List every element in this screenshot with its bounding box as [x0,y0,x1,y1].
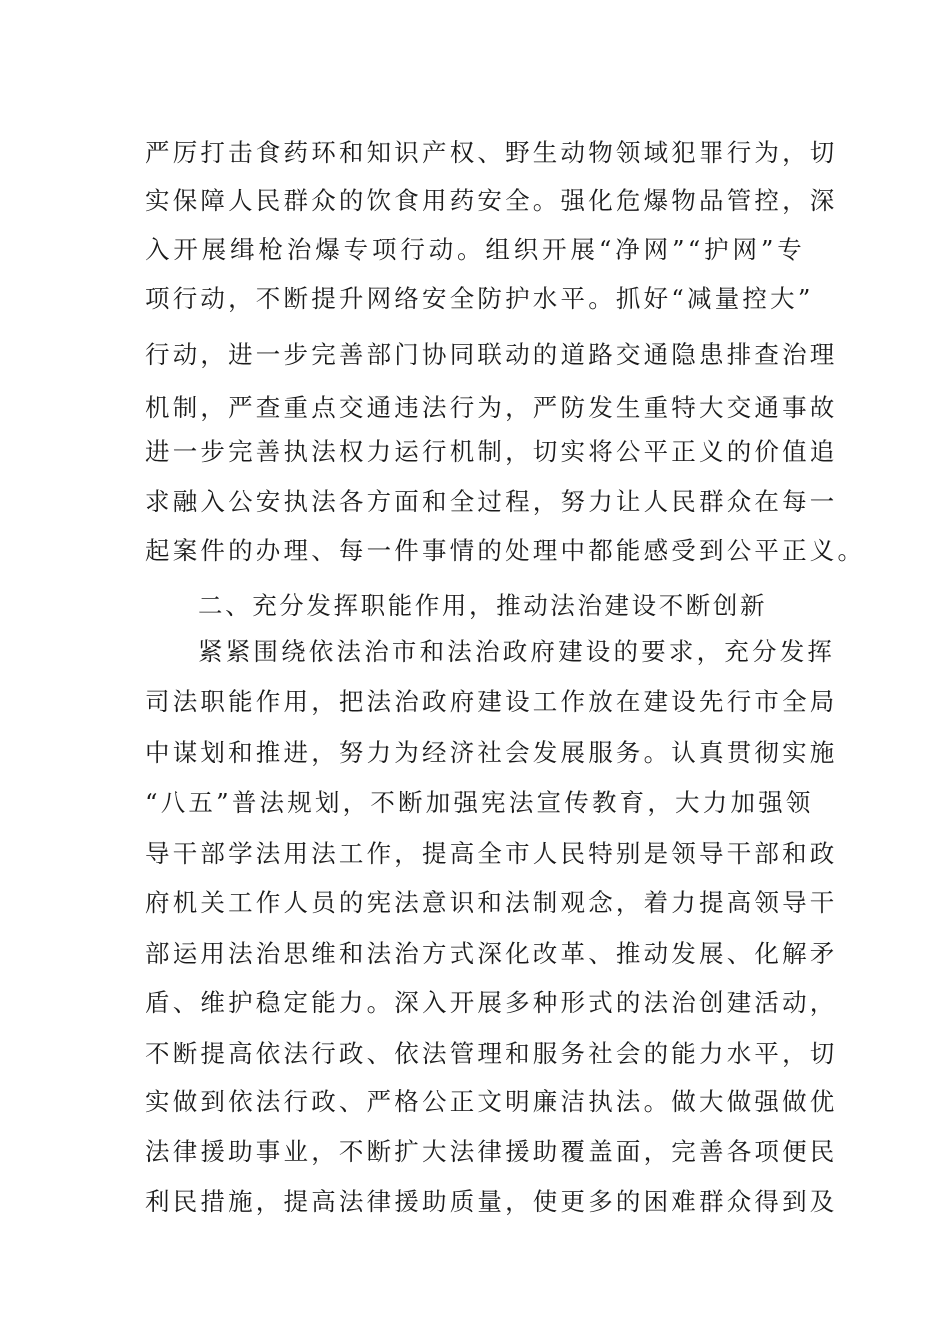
body-line: 部运用法治思维和法治方式深化改革、推动发展、化解矛 [145,939,838,968]
body-line: 实做到依法行政、严格公正文明廉洁执法。做大做强做优 [145,1087,838,1116]
body-line: 导干部学法用法工作，提高全市人民特别是领导干部和政 [145,839,838,868]
section-heading: 二、充分发挥职能作用，推动法治建设不断创新 [198,591,768,620]
body-line: 中谋划和推进，努力为经济社会发展服务。认真贯彻实施 [145,738,838,767]
body-line: 严厉打击食药环和知识产权、野生动物领域犯罪行为，切 [145,138,838,167]
body-line: 行动，进一步完善部门协同联动的道路交通隐患排查治理 [145,340,838,369]
body-line: 进一步完善执法权力运行机制，切实将公平正义的价值追 [145,437,838,466]
body-line: 项行动，不断提升网络安全防护水平。抓好“减量控大” [145,284,814,313]
paragraph-first-line: 紧紧围绕依法治市和法治政府建设的要求，充分发挥 [198,637,836,666]
body-line: 利民措施，提高法律援助质量，使更多的困难群众得到及 [145,1187,838,1216]
body-line: 盾、维护稳定能力。深入开展多种形式的法治创建活动， [145,988,838,1017]
body-line: 起案件的办理、每一件事情的处理中都能感受到公平正义。 [145,536,866,565]
body-line: 司法职能作用，把法治政府建设工作放在建设先行市全局 [145,687,838,716]
body-line: 不断提高依法行政、依法管理和服务社会的能力水平，切 [145,1039,838,1068]
body-line: 入开展缉枪治爆专项行动。组织开展“净网”“护网”专 [145,235,805,264]
body-line: 府机关工作人员的宪法意识和法制观念，着力提高领导干 [145,888,838,917]
body-line: 求融入公安执法各方面和全过程，努力让人民群众在每一 [145,487,838,516]
body-line: 实保障人民群众的饮食用药安全。强化危爆物品管控，深 [145,186,838,215]
body-line: “八五”普法规划，不断加强宪法宣传教育，大力加强领 [145,788,814,817]
body-line: 机制，严查重点交通违法行为，严防发生重特大交通事故 [145,393,838,422]
body-line: 法律援助事业，不断扩大法律援助覆盖面，完善各项便民 [145,1137,838,1166]
